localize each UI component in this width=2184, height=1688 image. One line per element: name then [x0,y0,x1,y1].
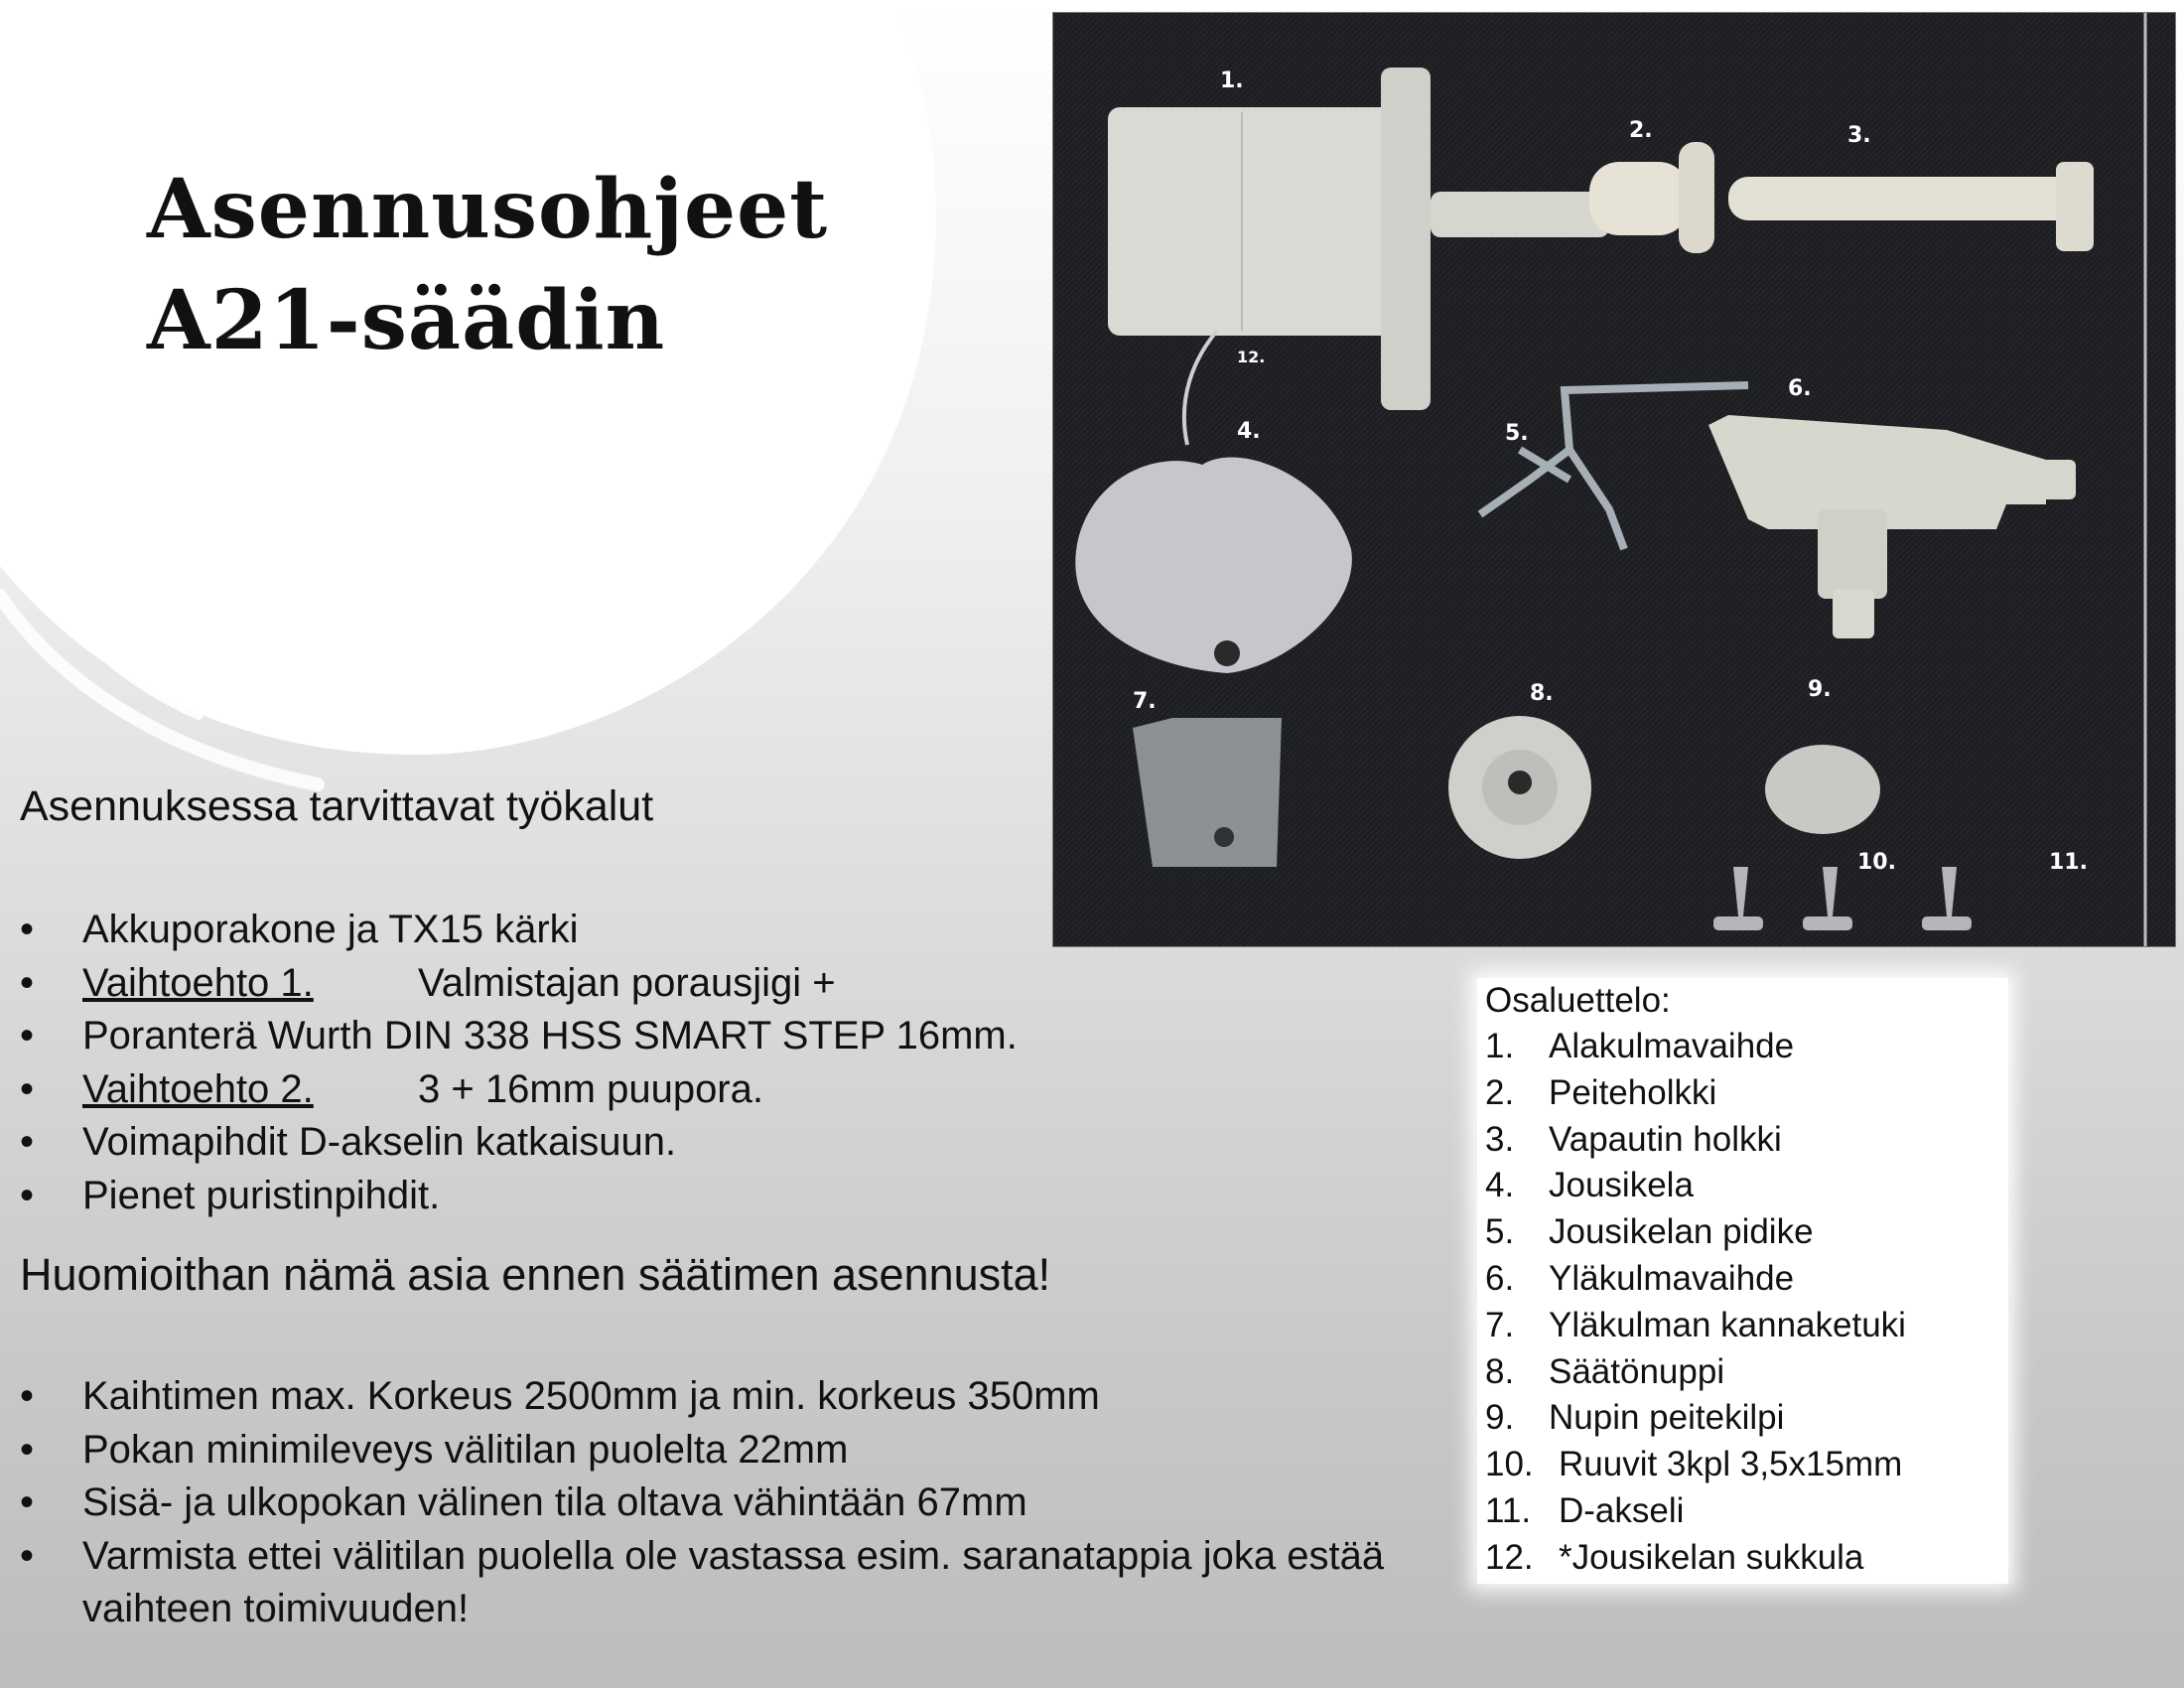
list-item: • Akkuporakone ja TX15 kärki [20,904,1211,957]
list-item: • Vaihtoehto 2. 3 + 16mm puupora. [20,1063,1211,1117]
tools-heading: Asennuksessa tarvittavat työkalut [20,782,654,830]
parts-list-box [1477,978,2008,1584]
page-title [147,154,828,376]
photo-label: 5. [1505,421,1529,446]
list-item: 1. Alakulmavaihde [1485,1027,1795,1065]
photo-label: 9. [1808,677,1832,702]
photo-label: 4. [1237,419,1261,444]
parts-list [1485,1024,1906,1582]
list-item: 4. Jousikela [1485,1166,1694,1205]
photo-label: 1. [1220,69,1244,93]
list-item: 3. Vapautin holkki [1485,1119,1782,1159]
list-item: 9. Nupin peitekilpi [1485,1398,1785,1438]
part-7-upper-bracket [1133,718,1282,867]
photo-label: 11. [2049,850,2088,875]
photo-label: 7. [1133,689,1157,714]
list-item: 8. Säätönuppi [1485,1351,1725,1391]
option-label: Vaihtoehto 1. [82,960,314,1005]
title-line-1: Asennusohjeet [147,162,829,257]
list-item: • Vaihtoehto 1. Valmistajan porausjigi + [20,957,1211,1011]
list-item: 2. Peiteholkki [1485,1072,1717,1112]
option-label: Vaihtoehto 2. [82,1066,314,1111]
list-item: • Varmista ettei välitilan puolella ole vastassa esim. saranatappia joka estää vaihteen toimivuuden! [20,1530,1430,1636]
notes-heading: Huomioithan nämä asia ennen säätimen asennusta! [20,1249,1051,1300]
photo-label: 10. [1857,850,1896,875]
photo-label: 12. [1237,348,1266,366]
list-item: 6. Yläkulmavaihde [1485,1258,1795,1298]
title-line-2: A21-säädin [147,273,666,368]
photo-label: 3. [1847,123,1871,148]
part-8-adjusting-knob [1448,716,1591,859]
part-9-knob-cover [1765,745,1880,834]
parts-photo [1052,12,2176,947]
list-item: 10. Ruuvit 3kpl 3,5x15mm [1485,1445,1903,1484]
list-item: • Voimapihdit D-akselin katkaisuun. [20,1116,1211,1170]
photo-label: 8. [1530,681,1554,706]
parts-illustration [1053,13,2175,946]
tools-list [20,904,1211,1222]
photo-label: 2. [1629,118,1653,143]
parts-heading: Osaluettelo: [1485,981,1671,1020]
list-item: • Pokan minimileveys välitilan puolelta 22mm [20,1424,1430,1477]
notes-list [20,1370,1430,1636]
list-item: 12. *Jousikelan sukkula [1485,1537,1864,1577]
list-item: • Pienet puristinpihdit. [20,1170,1211,1223]
list-item: • Kaihtimen max. Korkeus 2500mm ja min. korkeus 350mm [20,1370,1430,1424]
list-item: 5. Jousikelan pidike [1485,1212,1814,1252]
list-item: 7. Yläkulman kannaketuki [1485,1305,1906,1344]
list-item: • Sisä- ja ulkopokan välinen tila oltava vähintään 67mm [20,1477,1430,1530]
list-item: • Poranterä Wurth DIN 338 HSS SMART STEP 16mm. [20,1010,1211,1063]
photo-label: 6. [1788,376,1812,401]
list-item: 11. D-akseli [1485,1490,1685,1530]
background-decoration [0,0,1092,794]
